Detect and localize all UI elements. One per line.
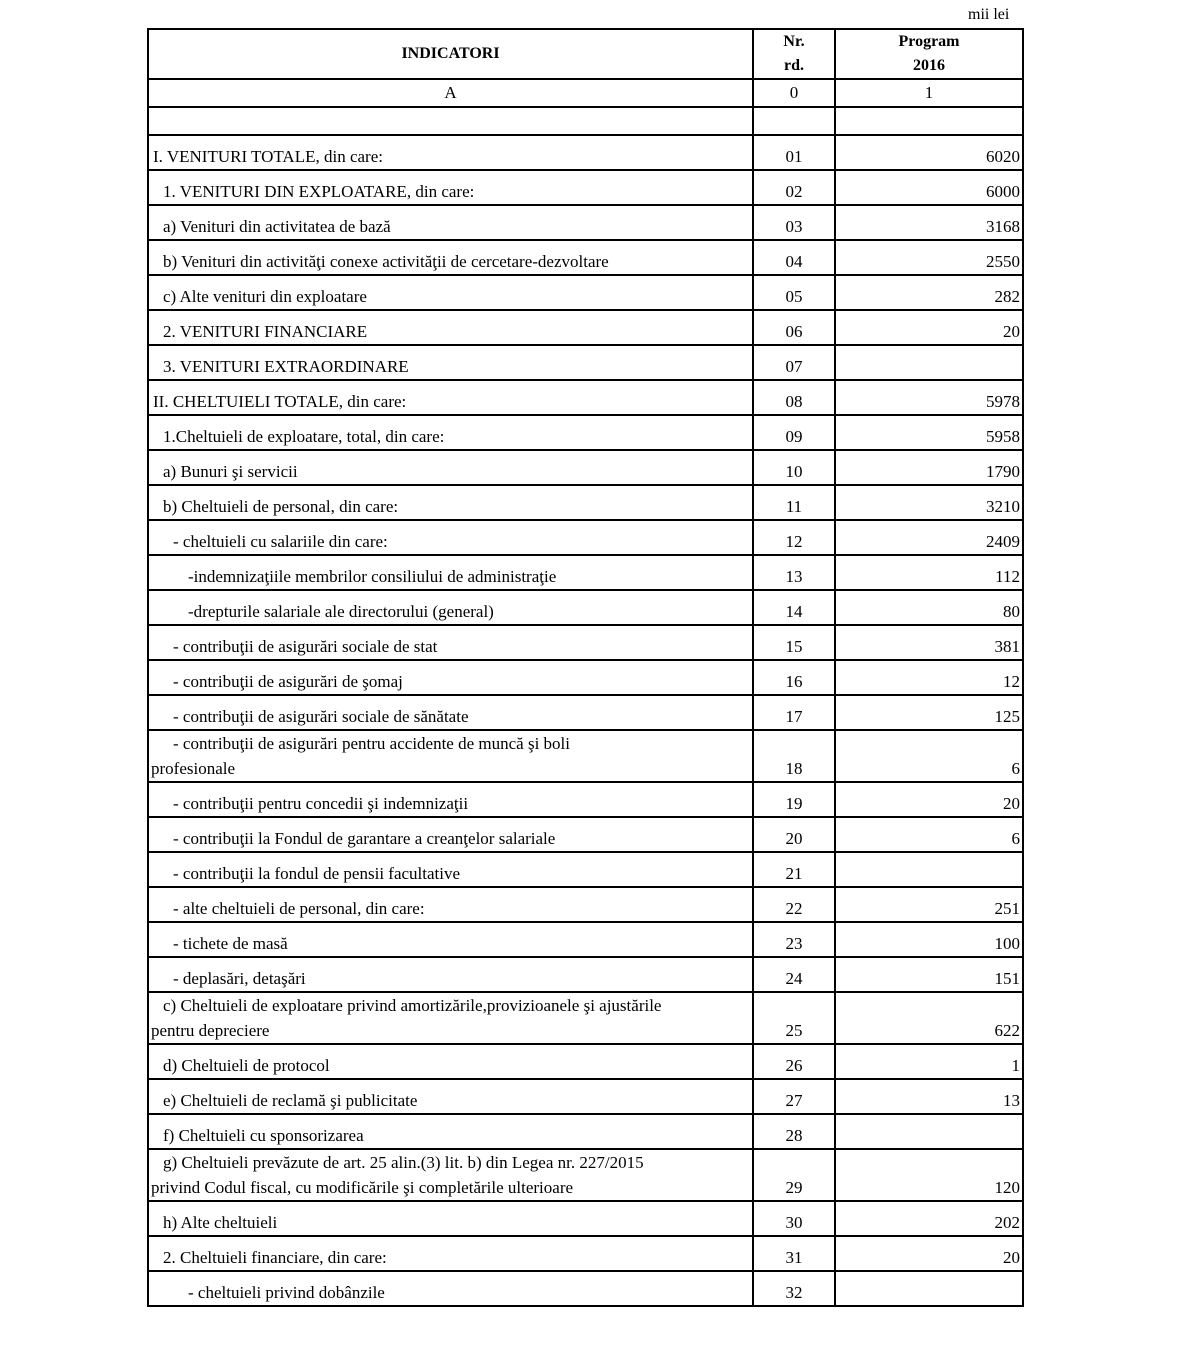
- row-indicator-label: [148, 992, 753, 1044]
- subheader-a: A: [148, 79, 753, 107]
- row-program-value: 2550: [835, 240, 1023, 275]
- row-program-value: [835, 345, 1023, 380]
- row-program-value: [835, 852, 1023, 887]
- row-indicator-label: [148, 275, 753, 310]
- row-program-value: 622: [835, 992, 1023, 1044]
- table-row: [148, 922, 1023, 957]
- row-label-text: - contribuţii de asigurări sociale de stat: [173, 637, 438, 656]
- subheader-1: 1: [835, 79, 1023, 107]
- row-label-text: - contribuţii de asigurări de şomaj: [173, 672, 403, 691]
- table-row: [148, 1271, 1023, 1306]
- row-number: 11: [753, 485, 835, 520]
- row-number: 14: [753, 590, 835, 625]
- table-row: [148, 625, 1023, 660]
- row-number: 26: [753, 1044, 835, 1079]
- table-row: [148, 1114, 1023, 1149]
- row-label-text: - alte cheltuieli de personal, din care:: [173, 899, 425, 918]
- row-program-value: 1: [835, 1044, 1023, 1079]
- row-indicator-label: [148, 782, 753, 817]
- row-number: 10: [753, 450, 835, 485]
- row-indicator-label: [148, 205, 753, 240]
- row-number: 12: [753, 520, 835, 555]
- table-row: [148, 450, 1023, 485]
- row-program-value: 100: [835, 922, 1023, 957]
- row-label-text: - deplasări, detaşări: [173, 969, 306, 988]
- table-row: [148, 992, 1023, 1044]
- row-label-text: c) Alte venituri din exploatare: [163, 287, 367, 306]
- row-indicator-label: [148, 345, 753, 380]
- row-indicator-label: [148, 240, 753, 275]
- table-row: [148, 852, 1023, 887]
- row-indicator-label: [148, 415, 753, 450]
- row-indicator-label: [148, 590, 753, 625]
- table-row: [148, 1236, 1023, 1271]
- row-indicator-label: [148, 520, 753, 555]
- row-program-value: 6: [835, 817, 1023, 852]
- row-label-text: g) Cheltuieli prevăzute de art. 25 alin.(3) lit. b) din Legea nr. 227/2015: [163, 1153, 644, 1172]
- row-indicator-label: [148, 1149, 753, 1201]
- row-number: 08: [753, 380, 835, 415]
- row-number: 15: [753, 625, 835, 660]
- row-indicator-label: [148, 1044, 753, 1079]
- row-indicator-label: [148, 135, 753, 170]
- row-label-text: a) Bunuri şi servicii: [163, 462, 298, 481]
- table-row: [148, 730, 1023, 782]
- header-program: [835, 29, 1023, 79]
- row-label-text: - cheltuieli privind dobânzile: [188, 1283, 385, 1302]
- table-row: [148, 345, 1023, 380]
- row-label-text: - contribuţii de asigurări sociale de sănătate: [173, 707, 469, 726]
- table-row: [148, 380, 1023, 415]
- row-label-text: d) Cheltuieli de protocol: [163, 1056, 330, 1075]
- row-label-text: a) Venituri din activitatea de bază: [163, 217, 391, 236]
- row-label-text: -indemnizaţiile membrilor consiliului de administraţie: [188, 567, 557, 586]
- table-row: [148, 695, 1023, 730]
- header-program-text: Program 2016: [898, 33, 960, 74]
- row-indicator-label: [148, 1201, 753, 1236]
- header-nr-text: Nr. rd.: [783, 33, 805, 74]
- row-program-value: 2409: [835, 520, 1023, 555]
- table-row: [148, 555, 1023, 590]
- row-label-text: - contribuţii pentru concedii şi indemnizaţii: [173, 794, 469, 813]
- table-row: [148, 1044, 1023, 1079]
- subheader-0: 0: [753, 79, 835, 107]
- row-number: 04: [753, 240, 835, 275]
- row-indicator-label: [148, 852, 753, 887]
- row-label-text: b) Venituri din activităţi conexe activităţii de cercetare-dezvoltare: [163, 252, 609, 271]
- table-row: [148, 310, 1023, 345]
- row-number: 03: [753, 205, 835, 240]
- row-program-value: 282: [835, 275, 1023, 310]
- table-row: [148, 520, 1023, 555]
- row-number: 18: [753, 730, 835, 782]
- table-row: [148, 1149, 1023, 1201]
- table-row: [148, 817, 1023, 852]
- row-program-value: 5958: [835, 415, 1023, 450]
- table-row: [148, 485, 1023, 520]
- row-label-text: - contribuţii la fondul de pensii facultative: [173, 864, 461, 883]
- row-program-value: 120: [835, 1149, 1023, 1201]
- row-program-value: 112: [835, 555, 1023, 590]
- row-label-text: 1.Cheltuieli de exploatare, total, din care:: [163, 427, 445, 446]
- row-indicator-label: [148, 957, 753, 992]
- row-indicator-label: [148, 817, 753, 852]
- row-program-value: 20: [835, 1236, 1023, 1271]
- row-indicator-label: [148, 887, 753, 922]
- row-label-text: -drepturile salariale ale directorului (general): [188, 602, 494, 621]
- row-label-continuation: privind Codul fiscal, cu modificările şi completările ulterioare: [151, 1178, 574, 1197]
- row-indicator-label: [148, 660, 753, 695]
- row-number: 06: [753, 310, 835, 345]
- row-label-continuation: profesionale: [151, 759, 236, 778]
- header-indicatori: INDICATORI: [148, 29, 753, 79]
- row-number: 20: [753, 817, 835, 852]
- row-program-value: 13: [835, 1079, 1023, 1114]
- table-row: [148, 205, 1023, 240]
- row-number: 21: [753, 852, 835, 887]
- table-row: [148, 660, 1023, 695]
- table-row: [148, 275, 1023, 310]
- row-number: 29: [753, 1149, 835, 1201]
- row-label-text: 2. VENITURI FINANCIARE: [163, 322, 368, 341]
- row-indicator-label: [148, 380, 753, 415]
- row-label-text: - contribuţii la Fondul de garantare a creanţelor salariale: [173, 829, 556, 848]
- row-label-text: - cheltuieli cu salariile din care:: [173, 532, 388, 551]
- row-indicator-label: [148, 695, 753, 730]
- row-program-value: 12: [835, 660, 1023, 695]
- row-number: 24: [753, 957, 835, 992]
- row-label-text: I. VENITURI TOTALE, din care:: [153, 147, 383, 166]
- row-label-text: h) Alte cheltuieli: [163, 1213, 278, 1232]
- row-label-text: 2. Cheltuieli financiare, din care:: [163, 1248, 387, 1267]
- row-indicator-label: [148, 310, 753, 345]
- row-program-value: 6020: [835, 135, 1023, 170]
- row-number: 23: [753, 922, 835, 957]
- row-number: 27: [753, 1079, 835, 1114]
- row-label-text: II. CHELTUIELI TOTALE, din care:: [153, 392, 407, 411]
- row-number: 02: [753, 170, 835, 205]
- spacer-row: [148, 107, 1023, 135]
- row-label-text: b) Cheltuieli de personal, din care:: [163, 497, 399, 516]
- row-program-value: 125: [835, 695, 1023, 730]
- row-program-value: 20: [835, 782, 1023, 817]
- row-number: 25: [753, 992, 835, 1044]
- table-row: [148, 1079, 1023, 1114]
- row-indicator-label: [148, 625, 753, 660]
- row-program-value: 6000: [835, 170, 1023, 205]
- row-label-text: - tichete de masă: [173, 934, 288, 953]
- table-body: [148, 107, 1023, 1306]
- row-program-value: 80: [835, 590, 1023, 625]
- row-program-value: 3210: [835, 485, 1023, 520]
- budget-table: [147, 28, 1024, 1307]
- row-label-text: 3. VENITURI EXTRAORDINARE: [163, 357, 409, 376]
- row-program-value: 251: [835, 887, 1023, 922]
- table-row: [148, 415, 1023, 450]
- unit-label: mii lei: [968, 6, 1010, 23]
- row-label-text: c) Cheltuieli de exploatare privind amortizările,provizioanele şi ajustările: [163, 996, 662, 1015]
- row-number: 05: [753, 275, 835, 310]
- row-indicator-label: [148, 1236, 753, 1271]
- row-number: 32: [753, 1271, 835, 1306]
- row-number: 31: [753, 1236, 835, 1271]
- row-program-value: 151: [835, 957, 1023, 992]
- row-number: 16: [753, 660, 835, 695]
- row-number: 19: [753, 782, 835, 817]
- row-number: 07: [753, 345, 835, 380]
- row-label-text: f) Cheltuieli cu sponsorizarea: [163, 1126, 364, 1145]
- row-indicator-label: [148, 922, 753, 957]
- row-number: 28: [753, 1114, 835, 1149]
- table-row: [148, 170, 1023, 205]
- row-label-text: 1. VENITURI DIN EXPLOATARE, din care:: [163, 182, 475, 201]
- table-row: [148, 887, 1023, 922]
- table-row: [148, 957, 1023, 992]
- row-indicator-label: [148, 730, 753, 782]
- table-row: [148, 240, 1023, 275]
- row-number: 22: [753, 887, 835, 922]
- row-indicator-label: [148, 450, 753, 485]
- row-program-value: [835, 1271, 1023, 1306]
- row-program-value: [835, 1114, 1023, 1149]
- row-number: 01: [753, 135, 835, 170]
- row-indicator-label: [148, 485, 753, 520]
- table-row: [148, 782, 1023, 817]
- row-label-continuation: pentru depreciere: [151, 1021, 270, 1040]
- row-indicator-label: [148, 555, 753, 590]
- row-indicator-label: [148, 1114, 753, 1149]
- row-indicator-label: [148, 170, 753, 205]
- row-program-value: 6: [835, 730, 1023, 782]
- row-number: 09: [753, 415, 835, 450]
- row-number: 13: [753, 555, 835, 590]
- row-label-text: e) Cheltuieli de reclamă şi publicitate: [163, 1091, 418, 1110]
- row-label-text: - contribuţii de asigurări pentru accidente de muncă şi boli: [173, 734, 571, 753]
- table-row: [148, 590, 1023, 625]
- row-indicator-label: [148, 1079, 753, 1114]
- row-program-value: 20: [835, 310, 1023, 345]
- row-program-value: 202: [835, 1201, 1023, 1236]
- table-row: [148, 1201, 1023, 1236]
- row-number: 17: [753, 695, 835, 730]
- row-program-value: 381: [835, 625, 1023, 660]
- row-program-value: 5978: [835, 380, 1023, 415]
- row-indicator-label: [148, 1271, 753, 1306]
- row-program-value: 1790: [835, 450, 1023, 485]
- row-number: 30: [753, 1201, 835, 1236]
- table-row: [148, 135, 1023, 170]
- row-program-value: 3168: [835, 205, 1023, 240]
- header-nr-rd: [753, 29, 835, 79]
